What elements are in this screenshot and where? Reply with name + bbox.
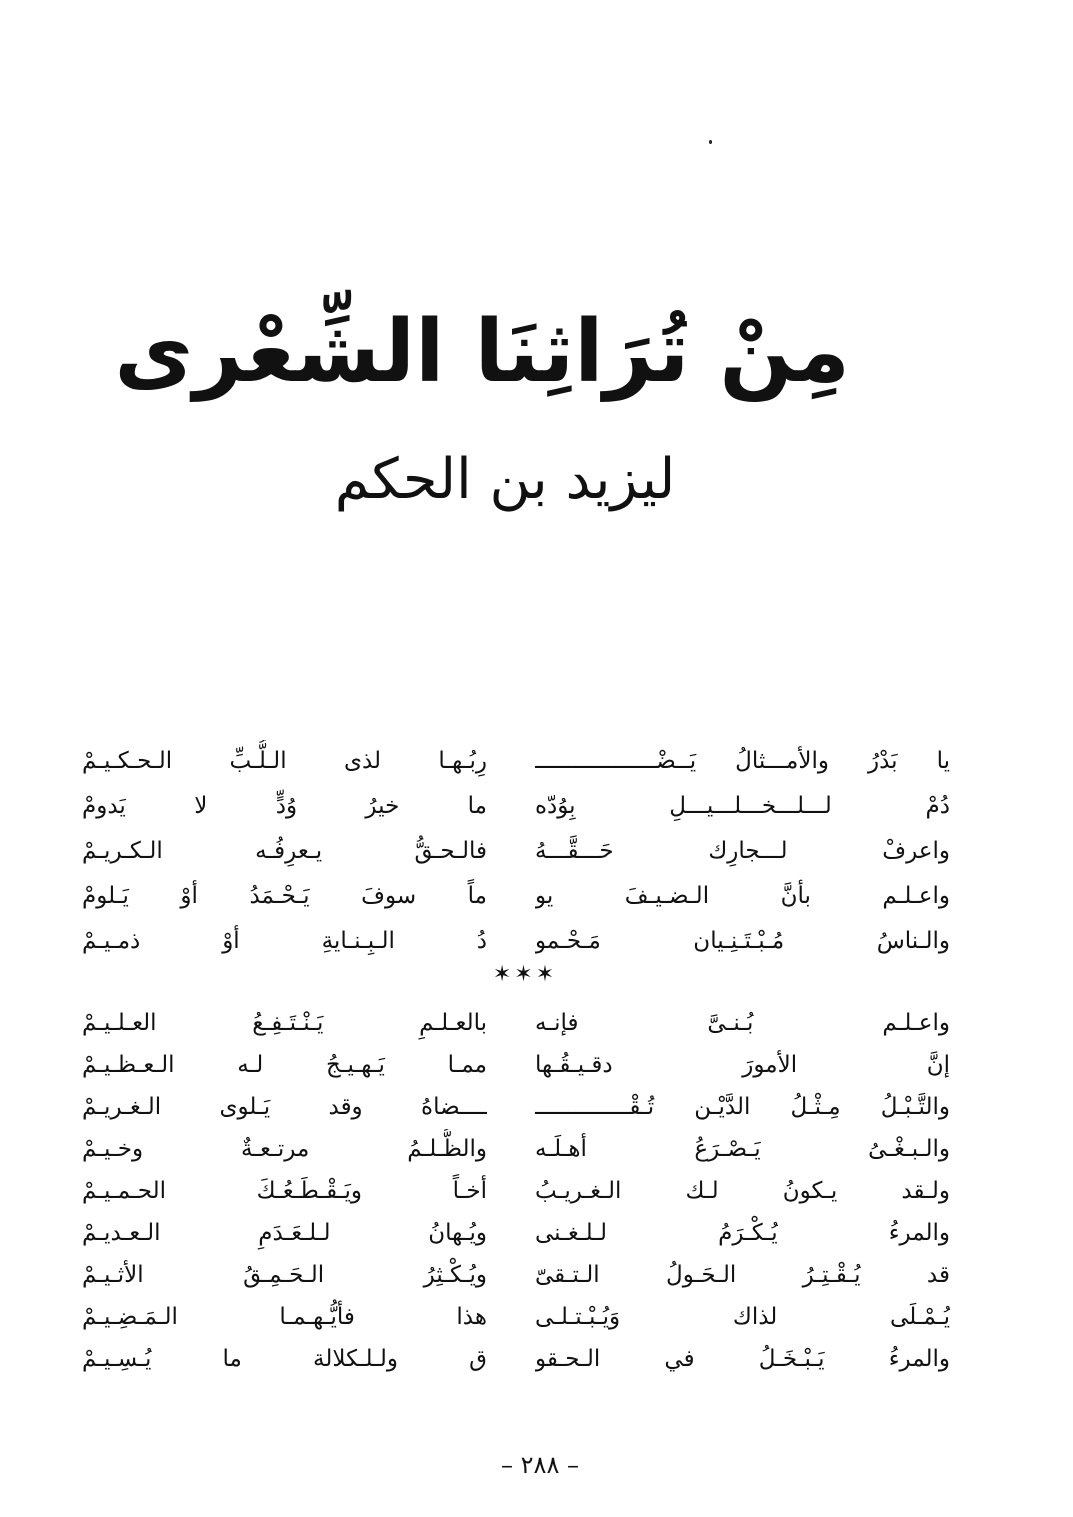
verse-line bbox=[70, 1129, 950, 1171]
second-hemistich: فالـحـقُّ يـعرِفُـه الـكـريـمْ bbox=[82, 838, 487, 864]
second-hemistich: ماً سوفَ يَـحْـمَدُ أوْ يَـلومْ bbox=[82, 883, 487, 909]
verse-line bbox=[70, 1003, 950, 1045]
verse-line bbox=[70, 1339, 950, 1381]
verse-line bbox=[70, 920, 950, 965]
first-hemistich: إنَّ الأمورَ دقـيـقُـها bbox=[535, 1052, 950, 1078]
verse-line bbox=[70, 1297, 950, 1339]
first-hemistich: والـناسُ مُـبْـتَـنِـيان مَـحْـمو bbox=[535, 928, 950, 954]
section-divider: ✶✶✶ bbox=[492, 962, 558, 987]
second-hemistich: ــــضاهُ وقد يَـلوى الـغـريـمْ bbox=[82, 1094, 487, 1120]
stanza-2 bbox=[70, 1003, 950, 1381]
second-hemistich: هذا فأيُّـهـمـا الـمَـضِـيـمْ bbox=[82, 1304, 487, 1330]
second-hemistich: والظُّـلـمُ مرتـعـةٌ وخـيـمْ bbox=[82, 1136, 487, 1162]
verse-line bbox=[70, 1087, 950, 1129]
first-hemistich: والمرءُ يَـبْـخَـلُ في الـحـقو bbox=[535, 1346, 950, 1372]
first-hemistich: والمرءُ يُـكْـرَمُ لـلـغـنى bbox=[535, 1220, 950, 1246]
second-hemistich: بالعـلـمِ يَـنْـتَـفِـعُ العـلـيـمْ bbox=[82, 1010, 487, 1036]
first-hemistich: والـبـغْـىُ يَـصْـرَعُ أهـلَـه bbox=[535, 1136, 950, 1162]
ink-speck bbox=[709, 140, 712, 144]
verse-line bbox=[70, 1045, 950, 1087]
second-hemistich: ممـا يَـهـيـجُ لـه الـعـظـيـمْ bbox=[82, 1052, 487, 1078]
first-hemistich: واعـلـم بُـنـىَّ فإنـه bbox=[535, 1010, 950, 1036]
verse-line bbox=[70, 1213, 950, 1255]
verse-line bbox=[70, 830, 950, 875]
verse-line bbox=[70, 785, 950, 830]
verse-line bbox=[70, 875, 950, 920]
second-hemistich: ويُـكْـثِرُ الـحَـمِـقُ الأثـيـمْ bbox=[82, 1262, 487, 1288]
second-hemistich: ق ولـلـكلالة ما يُـسِـيـمْ bbox=[82, 1346, 487, 1372]
first-hemistich: يا بَدْرُ والأمـــثالُ يَــضْــــــــــــــــــ bbox=[535, 748, 950, 774]
second-hemistich: أخـاً ويَـقْـطَـعُـكَ الحـمـيـمْ bbox=[82, 1178, 487, 1204]
verse-line bbox=[70, 740, 950, 785]
second-hemistich: دُ الـبِـنـايةِ أوْ ذمـيـمْ bbox=[82, 928, 487, 954]
second-hemistich: ما خيرُ وُدٍّ لا يَدومْ bbox=[82, 793, 487, 819]
first-hemistich: والتَّـبْـلُ مِـثْـلُ الدَّيْـن تُـقْــــــــــــــ bbox=[535, 1094, 950, 1120]
first-hemistich: ولـقد يـكونُ لـك الـغـريـبُ bbox=[535, 1178, 950, 1204]
first-hemistich: دُمْ لـــلـــخـــلـــيـــلِ بِوُدّه bbox=[535, 793, 950, 819]
verse-line bbox=[70, 1255, 950, 1297]
verse-line bbox=[70, 1171, 950, 1213]
stanza-1 bbox=[70, 740, 950, 965]
page-number: – ٢٨٨ – bbox=[501, 1451, 579, 1479]
second-hemistich: رِبُـهـا لذى الـلُّـبِّ الـحـكـيـمْ bbox=[82, 748, 487, 774]
second-hemistich: ويُـهانُ لـلـعَـدَمِ الـعـديـمْ bbox=[82, 1220, 487, 1246]
first-hemistich: قد يُـقْـتِـرُ الـحَـولُ الـتـقىّ bbox=[535, 1262, 950, 1288]
page-title: مِنْ تُرَاثِنَا الشِّعْرى bbox=[114, 302, 850, 402]
first-hemistich: واعرفْ لـــجارِك حَـــقَّـــهُ bbox=[535, 838, 950, 864]
first-hemistich: يُـمْـلَى لذاك وَيُـبْـتـلـى bbox=[535, 1304, 950, 1330]
first-hemistich: واعـلـم بأنَّ الـضـيـفَ يو bbox=[535, 883, 950, 909]
poet-name: ليزيد بن الحكم bbox=[334, 447, 676, 512]
